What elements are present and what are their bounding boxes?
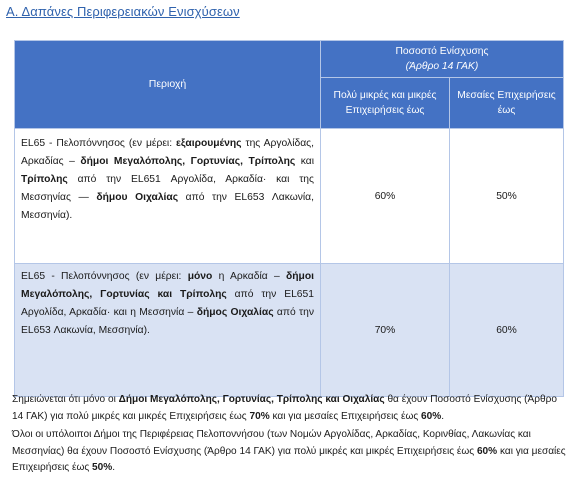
bold-text-run: δήμοι Μεγαλόπολης, Γορτυνίας, Τρίπολης bbox=[80, 156, 296, 167]
small-rate-cell: 60% bbox=[321, 129, 450, 264]
bold-text-run: μόνο bbox=[187, 271, 213, 282]
text-run: η Αρκαδία – bbox=[212, 271, 286, 282]
bold-text-run: 70% bbox=[249, 410, 270, 422]
bold-text-run: δήμοι Μεγαλόπολης, Γορτυνίας και Τρίπολης bbox=[21, 271, 314, 300]
bold-text-run: Δήμοι Μεγαλόπολης, Γορτυνίας, Τρίπολης και Οιχαλίας bbox=[118, 394, 385, 405]
bold-text-run: 60% bbox=[421, 410, 442, 422]
regional-aid-table bbox=[14, 40, 564, 397]
region-cell bbox=[15, 264, 321, 397]
bold-text-run: εξαιρουμένης bbox=[176, 138, 242, 149]
text-run: Σημειώνεται ότι μόνο οι bbox=[12, 394, 119, 405]
header-aid-rate-reference: (Άρθρο 14 ΓΑΚ) bbox=[405, 61, 479, 72]
header-aid-rate-label: Ποσοστό Ενίσχυσης bbox=[395, 46, 489, 57]
table-row bbox=[15, 129, 564, 264]
note-paragraph bbox=[12, 427, 566, 477]
bold-text-run: δήμου Οιχαλίας bbox=[96, 192, 179, 203]
text-run: θα έχουν Ποσοστό Ενίσχυσης (Άρθρο 14 ΓΑΚ) για πολύ μικρές και μικρές Επιχειρήσεις έως bbox=[12, 394, 557, 422]
text-run: EL65 - Πελοπόννησος (εν μέρει: bbox=[21, 138, 177, 149]
text-run: και bbox=[295, 156, 314, 167]
header-aid-rate bbox=[321, 41, 564, 78]
text-run: από την EL653 Λακωνία, Μεσσηνία). bbox=[21, 192, 314, 221]
table-row bbox=[15, 264, 564, 397]
header-region: Περιοχή bbox=[15, 41, 321, 129]
text-run: από την EL653 Λακωνία, Μεσσηνία). bbox=[21, 307, 314, 336]
text-run: EL65 - Πελοπόννησος (εν μέρει: bbox=[21, 271, 188, 282]
small-rate-cell: 70% bbox=[321, 264, 450, 397]
text-run: . bbox=[441, 410, 445, 422]
header-small-enterprises: Πολύ μικρές και μικρές Επιχειρήσεις έως bbox=[321, 78, 450, 129]
text-run: . bbox=[112, 462, 116, 473]
bold-text-run: 50% bbox=[92, 462, 113, 473]
section-heading: Α. Δαπάνες Περιφερειακών Ενισχύσεων bbox=[6, 4, 240, 19]
region-cell bbox=[15, 129, 321, 264]
bold-text-run: Τρίπολης bbox=[21, 174, 68, 185]
bold-text-run: 60% bbox=[476, 445, 498, 457]
bold-text-run: δήμος Οιχαλίας bbox=[196, 307, 274, 318]
header-medium-enterprises: Μεσαίες Επιχειρήσεις έως bbox=[450, 78, 564, 129]
note-paragraph bbox=[12, 392, 566, 425]
medium-rate-cell: 50% bbox=[450, 129, 564, 264]
text-run: Όλοι οι υπόλοιποι Δήμοι της Περιφέρειας Πελοποννήσου (των Νομών Αργολίδας, Αρκαδίας, Κορινθίας, Λακωνίας και Μεσσηνίας) θα έχουν Ποσοστό Ενίσχυσης (Άρθρο 14 ΓΑΚ) για πολύ μικρές και μικρές Επιχειρήσεις έως bbox=[12, 429, 531, 457]
text-run: της Αργολίδας, Αρκαδίας – bbox=[21, 138, 314, 167]
text-run: από την EL651 Αργολίδα, Αρκαδία· και η Μεσσηνία – bbox=[21, 289, 314, 318]
text-run: και για μεσαίες Επιχειρήσεις έως bbox=[269, 410, 422, 422]
text-run: από την EL651 Αργολίδα, Αρκαδία· και της Μεσσηνίας — bbox=[21, 174, 314, 203]
text-run: και για μεσαίες Επιχειρήσεις έως bbox=[12, 445, 566, 473]
medium-rate-cell: 60% bbox=[450, 264, 564, 397]
table-header-row bbox=[15, 41, 564, 78]
